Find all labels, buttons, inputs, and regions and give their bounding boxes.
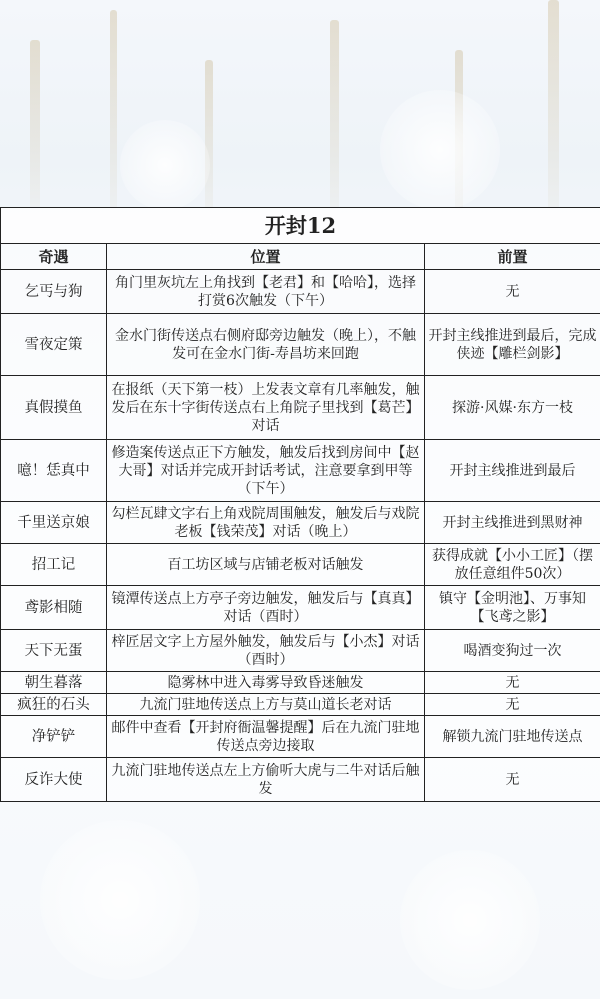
encounter-prerequisite: 解锁九流门驻地传送点	[425, 716, 600, 758]
encounter-name: 反诈大使	[1, 758, 107, 802]
encounter-name: 招工记	[1, 544, 107, 586]
tree-trunk	[330, 20, 339, 210]
kaifeng-encounter-table-container	[0, 207, 600, 802]
tree-trunk	[548, 0, 559, 210]
encounter-name: 朝生暮落	[1, 672, 107, 694]
encounter-location: 百工坊区域与店铺老板对话触发	[107, 544, 425, 586]
encounter-location: 邮件中查看【开封府衙温馨提醒】后在九流门驻地传送点旁边接取	[107, 716, 425, 758]
encounter-location: 梓匠居文字上方屋外触发，触发后与【小杰】对话（酉时）	[107, 630, 425, 672]
encounter-name: 乞丐与狗	[1, 270, 107, 314]
snow-glow	[120, 120, 210, 210]
encounter-prerequisite: 开封主线推进到黑财神	[425, 502, 600, 544]
encounter-name: 疯狂的石头	[1, 694, 107, 716]
table-row	[1, 758, 600, 802]
snow-glow	[380, 90, 500, 210]
header-row	[1, 244, 600, 270]
table-row	[1, 716, 600, 758]
table-title: 开封12	[1, 208, 600, 244]
table-row	[1, 314, 600, 376]
encounter-location: 隐雾林中进入毒雾导致昏迷触发	[107, 672, 425, 694]
encounter-location: 九流门驻地传送点上方与莫山道长老对话	[107, 694, 425, 716]
encounter-location: 勾栏瓦肆文字右上角戏院周围触发，触发后与戏院老板【钱荣茂】对话（晚上）	[107, 502, 425, 544]
kaifeng-encounter-table	[0, 207, 600, 802]
encounter-name: 真假摸鱼	[1, 376, 107, 440]
encounter-location: 金水门街传送点右侧府邸旁边触发（晚上），不触发可在金水门街-寿昌坊来回跑	[107, 314, 425, 376]
encounter-name: 鸢影相随	[1, 586, 107, 630]
tree-trunk	[205, 60, 213, 210]
table-row	[1, 440, 600, 502]
tree-trunk	[110, 10, 117, 210]
encounter-location: 九流门驻地传送点左上方偷听大虎与二牛对话后触发	[107, 758, 425, 802]
table-row	[1, 544, 600, 586]
snow-glow	[400, 850, 540, 990]
encounter-prerequisite: 获得成就【小小工匠】（摆放任意组件50次）	[425, 544, 600, 586]
table-row	[1, 630, 600, 672]
encounter-prerequisite: 喝酒变狗过一次	[425, 630, 600, 672]
encounter-name: 净铲铲	[1, 716, 107, 758]
table-row	[1, 270, 600, 314]
encounter-name: 千里送京娘	[1, 502, 107, 544]
encounter-prerequisite: 开封主线推进到最后	[425, 440, 600, 502]
encounter-location: 镜潭传送点上方亭子旁边触发，触发后与【真真】对话（酉时）	[107, 586, 425, 630]
encounter-prerequisite: 无	[425, 758, 600, 802]
encounter-prerequisite: 镇守【金明池】、万事知【飞鸢之影】	[425, 586, 600, 630]
encounter-prerequisite: 无	[425, 694, 600, 716]
header-prerequisite: 前置	[425, 244, 600, 270]
encounter-prerequisite: 开封主线推进到最后，完成侠迹【雕栏剑影】	[425, 314, 600, 376]
encounter-name: 噫！恁真中	[1, 440, 107, 502]
encounter-name: 雪夜定策	[1, 314, 107, 376]
table-row	[1, 672, 600, 694]
table-row	[1, 694, 600, 716]
title-row	[1, 208, 600, 244]
header-location: 位置	[107, 244, 425, 270]
encounter-location: 角门里灰坑左上角找到【老君】和【哈哈】，选择打赏6次触发（下午）	[107, 270, 425, 314]
table-row	[1, 376, 600, 440]
tree-trunk	[30, 40, 40, 210]
encounter-name: 天下无蛋	[1, 630, 107, 672]
snow-glow	[40, 820, 200, 980]
table-row	[1, 502, 600, 544]
table-row	[1, 586, 600, 630]
encounter-location: 在报纸（天下第一枝）上发表文章有几率触发，触发后在东十字街传送点右上角院子里找到【葛芒】对话	[107, 376, 425, 440]
header-encounter: 奇遇	[1, 244, 107, 270]
encounter-prerequisite: 无	[425, 270, 600, 314]
encounter-prerequisite: 探游·风媒·东方一枝	[425, 376, 600, 440]
encounter-prerequisite: 无	[425, 672, 600, 694]
encounter-location: 修造案传送点正下方触发，触发后找到房间中【赵大哥】对话并完成开封话考试，注意要拿到甲等（下午）	[107, 440, 425, 502]
